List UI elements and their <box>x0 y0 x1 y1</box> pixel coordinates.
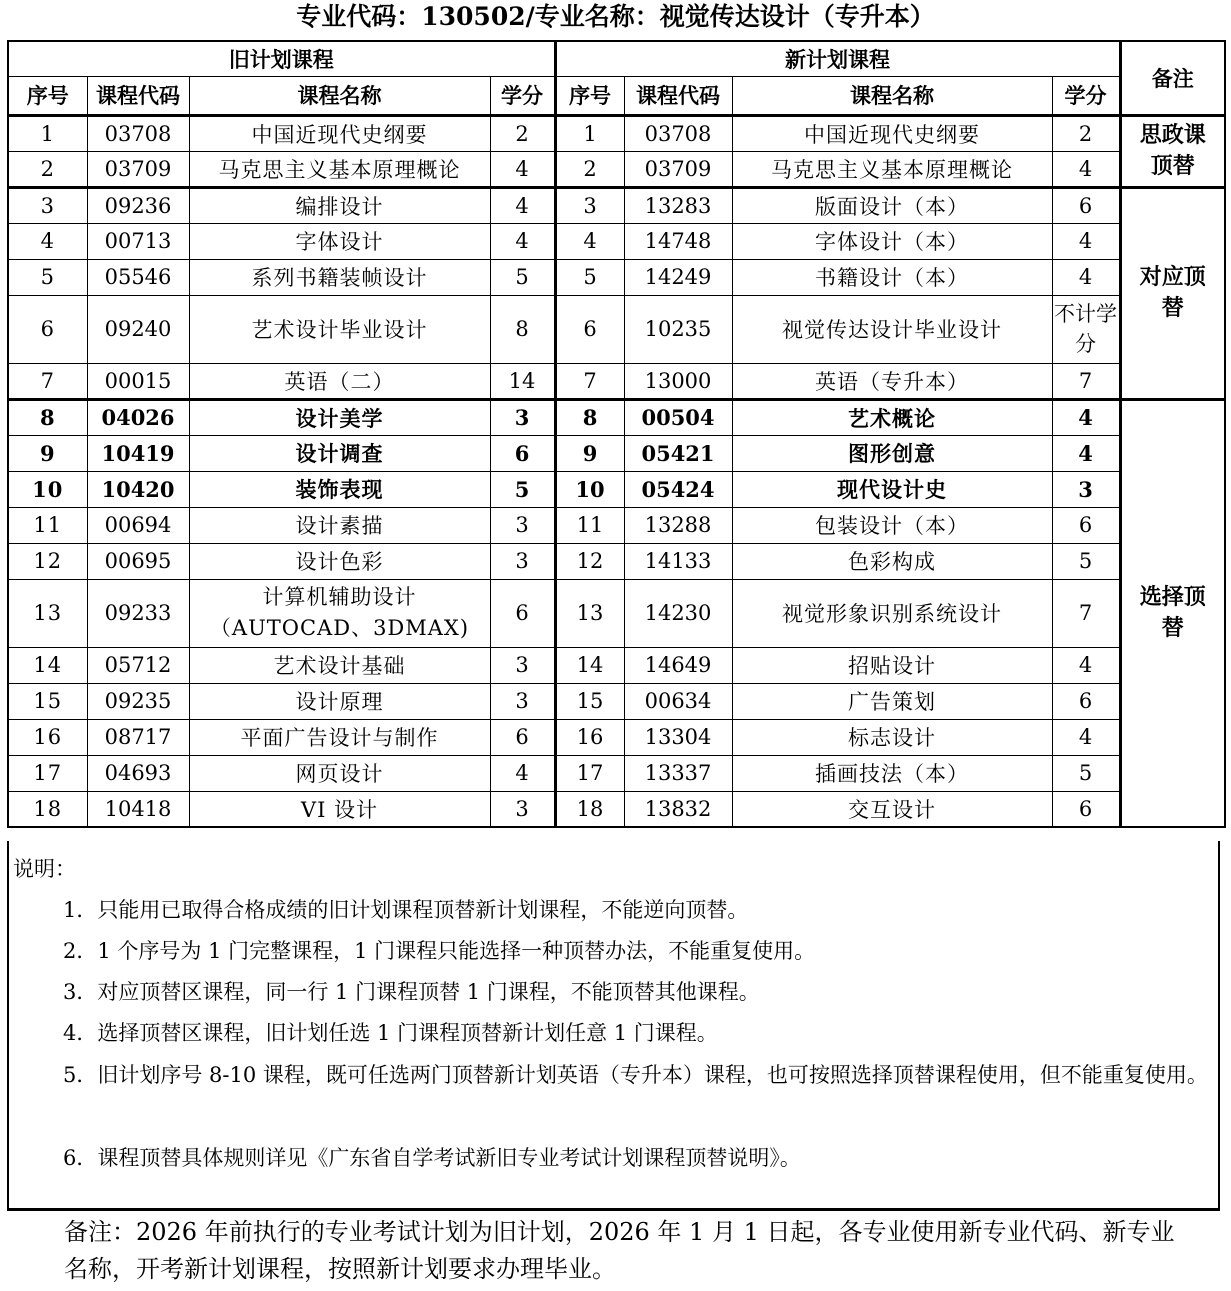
note-item: 3．对应顶替区课程，同一行 1 门课程顶替 1 门课程，不能顶替其他课程。 <box>63 980 760 1004</box>
old-course-credit: 6 <box>490 719 555 755</box>
old-course-code: 10418 <box>87 791 189 827</box>
new-course-name: 视觉形象识别系统设计 <box>732 579 1052 647</box>
new-course-no: 17 <box>555 755 624 791</box>
table-row <box>8 791 1225 827</box>
remark-header: 备注 <box>1120 41 1225 115</box>
new-course-code: 13832 <box>624 791 732 827</box>
old-course-code: 00694 <box>87 507 189 543</box>
old-course-name: 艺术设计毕业设计 <box>189 295 490 363</box>
new-course-name: 交互设计 <box>732 791 1052 827</box>
old-course-code: 00695 <box>87 543 189 579</box>
old-course-credit: 6 <box>490 579 555 647</box>
new-course-no: 8 <box>555 399 624 435</box>
new-course-credit: 4 <box>1052 399 1120 435</box>
old-course-no: 6 <box>8 295 87 363</box>
new-course-no: 13 <box>555 579 624 647</box>
new-course-no: 12 <box>555 543 624 579</box>
old-course-name: 中国近现代史纲要 <box>189 115 490 151</box>
old-course-code: 05546 <box>87 259 189 295</box>
new-course-credit: 4 <box>1052 151 1120 187</box>
course-replacement-table <box>7 40 1226 828</box>
old-course-name: 设计美学 <box>189 399 490 435</box>
new-course-no: 18 <box>555 791 624 827</box>
new-course-credit: 6 <box>1052 507 1120 543</box>
new-course-name: 色彩构成 <box>732 543 1052 579</box>
old-course-code: 03709 <box>87 151 189 187</box>
old-course-code: 03708 <box>87 115 189 151</box>
table-row <box>8 259 1225 295</box>
old-course-name: 系列书籍装帧设计 <box>189 259 490 295</box>
new-course-no: 10 <box>555 471 624 507</box>
new-course-credit: 5 <box>1052 755 1120 791</box>
new-course-name: 广告策划 <box>732 683 1052 719</box>
old-course-name: 马克思主义基本原理概论 <box>189 151 490 187</box>
old-course-code: 09236 <box>87 187 189 223</box>
new-course-name: 插画技法（本） <box>732 755 1052 791</box>
note-item: 1．只能用已取得合格成绩的旧计划课程顶替新计划课程，不能逆向顶替。 <box>63 898 749 922</box>
old-course-code: 09233 <box>87 579 189 647</box>
old-course-name: 设计素描 <box>189 507 490 543</box>
old-course-no: 17 <box>8 755 87 791</box>
new-course-credit: 5 <box>1052 543 1120 579</box>
table-row <box>8 647 1225 683</box>
new-course-credit: 4 <box>1052 223 1120 259</box>
new-course-code: 13304 <box>624 719 732 755</box>
old-course-credit: 4 <box>490 223 555 259</box>
new-course-code: 03708 <box>624 115 732 151</box>
table-row <box>8 151 1225 187</box>
remark-cell: 思政课顶替 <box>1120 115 1225 187</box>
notes-heading: 说明： <box>13 857 76 881</box>
old-course-name: 装饰表现 <box>189 471 490 507</box>
note-item: 4．选择顶替区课程，旧计划任选 1 门课程顶替新计划任意 1 门课程。 <box>63 1021 718 1045</box>
new-course-no: 11 <box>555 507 624 543</box>
note-item: 6．课程顶替具体规则详见《广东省自学考试新旧专业考试计划课程顶替说明》。 <box>63 1146 801 1170</box>
table-row <box>8 115 1225 151</box>
footer-remark: 备注：2026 年前执行的专业考试计划为旧计划，2026 年 1 月 1 日起，各专业使用新专业代码、新专业名称，开考新计划课程，按照新计划要求办理毕业。 <box>64 1218 1175 1283</box>
table-row <box>8 471 1225 507</box>
new-course-no: 4 <box>555 223 624 259</box>
old-course-no: 5 <box>8 259 87 295</box>
new-course-code: 13283 <box>624 187 732 223</box>
table-row <box>8 543 1225 579</box>
old-course-no: 12 <box>8 543 87 579</box>
old-course-credit: 4 <box>490 187 555 223</box>
new-course-name: 视觉传达设计毕业设计 <box>732 295 1052 363</box>
table-row <box>8 295 1225 363</box>
new-course-credit: 6 <box>1052 683 1120 719</box>
new-plan-header: 新计划课程 <box>555 41 1120 76</box>
new-course-code: 00634 <box>624 683 732 719</box>
old-course-code: 05712 <box>87 647 189 683</box>
old-course-no: 13 <box>8 579 87 647</box>
new-course-name: 书籍设计（本） <box>732 259 1052 295</box>
old-course-name: 平面广告设计与制作 <box>189 719 490 755</box>
new-course-credit: 4 <box>1052 719 1120 755</box>
old-course-credit: 3 <box>490 507 555 543</box>
old-course-credit: 3 <box>490 399 555 435</box>
new-course-code: 10235 <box>624 295 732 363</box>
col-header-code: 课程代码 <box>87 76 189 115</box>
table-row <box>8 223 1225 259</box>
old-course-credit: 3 <box>490 683 555 719</box>
old-course-credit: 2 <box>490 115 555 151</box>
table-row <box>8 435 1225 471</box>
new-course-no: 3 <box>555 187 624 223</box>
notes-section <box>7 841 1220 1211</box>
old-course-code: 00015 <box>87 363 189 399</box>
new-course-name: 艺术概论 <box>732 399 1052 435</box>
new-course-name: 现代设计史 <box>732 471 1052 507</box>
old-course-credit: 6 <box>490 435 555 471</box>
old-course-code: 08717 <box>87 719 189 755</box>
new-course-no: 6 <box>555 295 624 363</box>
old-course-credit: 3 <box>490 791 555 827</box>
new-course-name: 中国近现代史纲要 <box>732 115 1052 151</box>
new-course-code: 13337 <box>624 755 732 791</box>
table-row <box>8 719 1225 755</box>
old-course-no: 10 <box>8 471 87 507</box>
new-course-name: 标志设计 <box>732 719 1052 755</box>
col-header-no: 序号 <box>8 76 87 115</box>
new-course-no: 16 <box>555 719 624 755</box>
new-course-no: 9 <box>555 435 624 471</box>
new-course-code: 00504 <box>624 399 732 435</box>
new-course-name: 字体设计（本） <box>732 223 1052 259</box>
new-course-no: 2 <box>555 151 624 187</box>
new-course-code: 03709 <box>624 151 732 187</box>
old-course-no: 9 <box>8 435 87 471</box>
old-course-credit: 5 <box>490 471 555 507</box>
new-course-no: 5 <box>555 259 624 295</box>
new-course-credit: 2 <box>1052 115 1120 151</box>
old-course-no: 16 <box>8 719 87 755</box>
note-item: 2．1 个序号为 1 门完整课程，1 门课程只能选择一种顶替办法，不能重复使用。 <box>63 939 816 963</box>
old-course-code: 09235 <box>87 683 189 719</box>
new-course-code: 13000 <box>624 363 732 399</box>
old-course-name: 设计原理 <box>189 683 490 719</box>
old-course-code: 04026 <box>87 399 189 435</box>
note-item: 5．旧计划序号 8-10 课程，既可任选两门顶替新计划英语（专升本）课程，也可按照选择顶替课程使用，但不能重复使用。 <box>63 1063 1208 1087</box>
new-course-no: 15 <box>555 683 624 719</box>
new-course-code: 14133 <box>624 543 732 579</box>
old-plan-header: 旧计划课程 <box>8 41 555 76</box>
new-course-credit: 7 <box>1052 579 1120 647</box>
old-course-credit: 8 <box>490 295 555 363</box>
new-course-code: 14249 <box>624 259 732 295</box>
new-course-credit: 4 <box>1052 647 1120 683</box>
table-row <box>8 755 1225 791</box>
col-header-name: 课程名称 <box>732 76 1052 115</box>
table-row <box>8 683 1225 719</box>
new-course-credit: 6 <box>1052 791 1120 827</box>
new-course-credit: 不计学分 <box>1052 295 1120 363</box>
old-course-code: 10420 <box>87 471 189 507</box>
new-course-credit: 4 <box>1052 435 1120 471</box>
remark-cell: 选择顶替 <box>1120 399 1225 827</box>
new-course-name: 版面设计（本） <box>732 187 1052 223</box>
old-course-code: 00713 <box>87 223 189 259</box>
new-course-no: 7 <box>555 363 624 399</box>
old-course-credit: 14 <box>490 363 555 399</box>
new-course-code: 05424 <box>624 471 732 507</box>
new-course-code: 14649 <box>624 647 732 683</box>
old-course-name: 设计色彩 <box>189 543 490 579</box>
new-course-credit: 7 <box>1052 363 1120 399</box>
old-course-no: 4 <box>8 223 87 259</box>
old-course-name: 计算机辅助设计（AUTOCAD、3DMAX) <box>189 579 490 647</box>
old-course-code: 10419 <box>87 435 189 471</box>
new-course-name: 包装设计（本） <box>732 507 1052 543</box>
old-course-no: 18 <box>8 791 87 827</box>
old-course-name: 设计调查 <box>189 435 490 471</box>
old-course-no: 14 <box>8 647 87 683</box>
new-course-name: 招贴设计 <box>732 647 1052 683</box>
table-row <box>8 363 1225 399</box>
col-header-credit: 学分 <box>490 76 555 115</box>
old-course-credit: 4 <box>490 151 555 187</box>
old-course-credit: 4 <box>490 755 555 791</box>
old-course-name: 英语（二） <box>189 363 490 399</box>
old-course-code: 04693 <box>87 755 189 791</box>
table-row <box>8 187 1225 223</box>
new-course-code: 14748 <box>624 223 732 259</box>
col-header-no: 序号 <box>555 76 624 115</box>
new-course-credit: 3 <box>1052 471 1120 507</box>
col-header-code: 课程代码 <box>624 76 732 115</box>
new-course-code: 13288 <box>624 507 732 543</box>
col-header-name: 课程名称 <box>189 76 490 115</box>
col-header-credit: 学分 <box>1052 76 1120 115</box>
old-course-credit: 3 <box>490 543 555 579</box>
old-course-name: 网页设计 <box>189 755 490 791</box>
old-course-name: VI 设计 <box>189 791 490 827</box>
old-course-code: 09240 <box>87 295 189 363</box>
page-title: 专业代码：130502/专业名称：视觉传达设计（专升本） <box>296 2 935 31</box>
new-course-name: 马克思主义基本原理概论 <box>732 151 1052 187</box>
old-course-credit: 5 <box>490 259 555 295</box>
old-course-no: 3 <box>8 187 87 223</box>
old-course-name: 字体设计 <box>189 223 490 259</box>
new-course-name: 英语（专升本） <box>732 363 1052 399</box>
old-course-name: 编排设计 <box>189 187 490 223</box>
new-course-credit: 4 <box>1052 259 1120 295</box>
new-course-no: 1 <box>555 115 624 151</box>
old-course-no: 8 <box>8 399 87 435</box>
old-course-no: 7 <box>8 363 87 399</box>
table-row <box>8 579 1225 647</box>
old-course-name: 艺术设计基础 <box>189 647 490 683</box>
old-course-no: 15 <box>8 683 87 719</box>
new-course-credit: 6 <box>1052 187 1120 223</box>
new-course-code: 05421 <box>624 435 732 471</box>
new-course-name: 图形创意 <box>732 435 1052 471</box>
table-row <box>8 399 1225 435</box>
old-course-no: 1 <box>8 115 87 151</box>
table-row <box>8 507 1225 543</box>
new-course-code: 14230 <box>624 579 732 647</box>
new-course-no: 14 <box>555 647 624 683</box>
old-course-credit: 3 <box>490 647 555 683</box>
old-course-no: 2 <box>8 151 87 187</box>
old-course-no: 11 <box>8 507 87 543</box>
remark-cell: 对应顶替 <box>1120 187 1225 399</box>
